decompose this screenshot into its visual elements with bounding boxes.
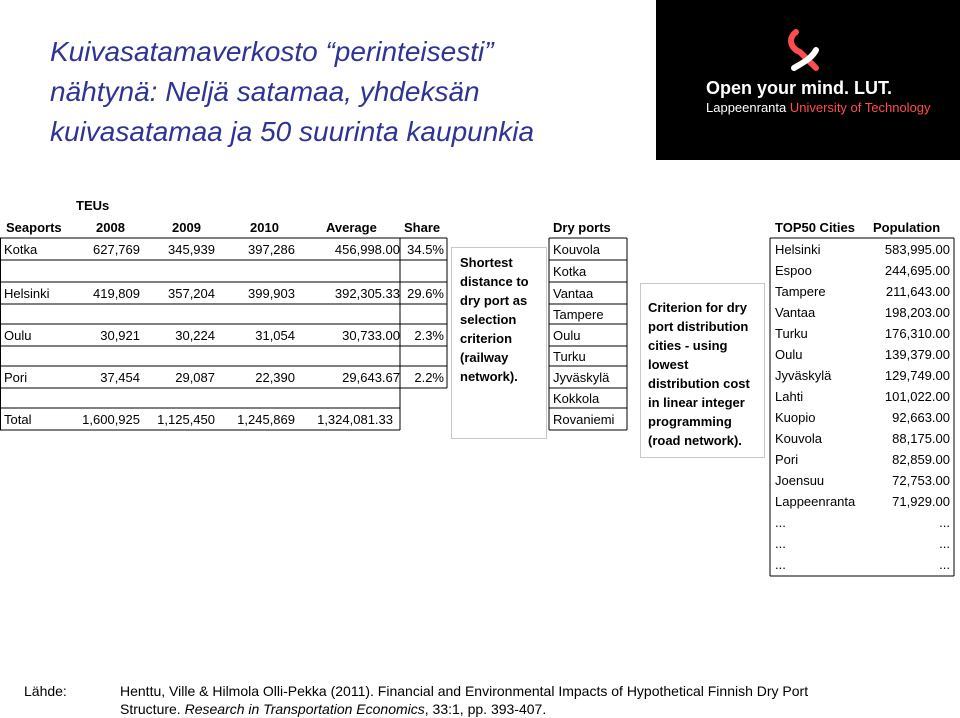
dry-port-item: Turku [553,349,586,364]
logo-university-b: University of Technology [789,100,931,115]
source-label: Lähde: [24,683,67,699]
citation-part: , 33:1, pp. 393-407. [424,701,547,717]
city-population: 82,859.00 [892,452,950,467]
cities-header: TOP50 Cities [775,220,855,235]
seaport-average: 392,305.33 [334,286,400,301]
seaport-name: Oulu [4,328,32,343]
seaport-average: 1,324,081.33 [317,412,393,427]
dry-port-item: Rovaniemi [553,412,615,427]
citation-journal: Research in Transportation Economics [184,701,425,717]
average-header: Average [326,220,377,235]
title-line-2: nähtynä: Neljä satamaa, yhdeksän [50,76,480,107]
share-header: Share [404,220,441,235]
city-name: Kuopio [775,410,816,425]
criterion-text-road [648,298,750,450]
city-name: Jyväskylä [775,368,832,383]
seaport-2008: 1,600,925 [82,412,140,427]
seaport-2010: 397,286 [248,242,295,257]
year-2010-header: 2010 [250,220,279,235]
city-name: Oulu [775,347,803,362]
seaport-name: Pori [4,370,28,385]
citation-line-1: Henttu, Ville & Hilmola Olli-Pekka (2011). Financial and Environmental Impacts of Hypothetical Finnish Dry Port [120,683,809,699]
criterion-line: Shortest [460,255,513,270]
criterion-line: selection [460,312,517,327]
criterion-line: port distribution [648,319,749,334]
seaport-share: 2.2% [414,370,444,385]
seaport-2010: 31,054 [255,328,295,343]
city-name: ... [775,557,786,572]
criterion-line: (railway [460,350,509,365]
seaport-2008: 627,769 [93,242,140,257]
seaport-2008: 419,809 [93,286,140,301]
seaports-header: Seaports [6,220,62,235]
population-header: Population [873,220,941,235]
dry-port-item: Vantaa [553,286,594,301]
city-population: 71,929.00 [892,494,950,509]
seaport-name: Kotka [4,242,38,257]
source-citation [120,682,808,718]
seaport-2010: 22,390 [255,370,295,385]
city-population: 583,995.00 [884,242,950,257]
year-2009-header: 2009 [172,220,201,235]
dry-port-item: Tampere [553,307,604,322]
criterion-line: in linear integer [648,395,745,410]
city-population: 92,663.00 [892,410,950,425]
citation-line-2 [120,700,808,718]
seaport-share: 2.3% [414,328,444,343]
criterion-line: cities - using [648,338,728,353]
city-population: 129,749.00 [884,368,950,383]
dry-port-item: Kouvola [553,242,600,257]
city-name: Turku [775,326,808,341]
seaport-share: 29.6% [407,286,444,301]
criterion-line: Criterion for dry [648,300,747,315]
dry-port-item: Kokkola [553,391,600,406]
city-population: ... [939,557,950,572]
city-name: Vantaa [775,305,816,320]
dry-ports-header: Dry ports [553,220,611,235]
seaport-2009: 30,224 [175,328,215,343]
logo-university-a: Lappeenranta [706,100,790,115]
city-name: Kouvola [775,431,822,446]
criterion-line: criterion [460,331,513,346]
city-name: Lahti [775,389,804,404]
city-population: ... [939,536,950,551]
city-name: Pori [775,452,799,467]
criterion-text-railway [460,253,529,386]
title-line-3: kuivasatamaa ja 50 suurinta kaupunkia [50,116,535,147]
city-name: Lappeenranta [775,494,856,509]
seaport-2009: 357,204 [168,286,215,301]
seaport-name: Helsinki [4,286,50,301]
teus-label: TEUs [76,198,110,213]
dry-port-item: Jyväskylä [553,370,610,385]
year-2008-header: 2008 [96,220,125,235]
city-population: 139,379.00 [884,347,950,362]
seaport-2010: 1,245,869 [237,412,295,427]
seaport-name: Total [4,412,32,427]
citation-part: Structure. [120,701,185,717]
city-population: 211,643.00 [885,284,950,299]
seaport-2010: 399,903 [248,286,295,301]
city-population: 244,695.00 [884,263,950,278]
city-name: ... [775,515,786,530]
city-population: 198,203.00 [884,305,950,320]
criterion-line: distance to [460,274,529,289]
seaport-2009: 1,125,450 [157,412,215,427]
city-population: ... [939,515,950,530]
city-name: Helsinki [775,242,821,257]
seaport-average: 29,643.67 [342,370,400,385]
city-name: Espoo [775,263,812,278]
criterion-line: network). [460,369,518,384]
seaport-average: 456,998.00 [334,242,400,257]
seaport-2008: 37,454 [100,370,140,385]
city-population: 101,022.00 [884,389,950,404]
criterion-line: lowest [648,357,689,372]
city-population: 88,175.00 [892,431,950,446]
city-population: 176,310.00 [884,326,950,341]
criterion-line: distribution cost [648,376,750,391]
criterion-line: dry port as [460,293,528,308]
seaport-2008: 30,921 [100,328,140,343]
dry-port-item: Kotka [553,264,587,279]
criterion-line: programming [648,414,732,429]
seaport-share: 34.5% [407,242,444,257]
city-population: 72,753.00 [892,473,950,488]
seaport-average: 30,733.00 [342,328,400,343]
city-name: Tampere [775,284,826,299]
city-name: ... [775,536,786,551]
criterion-line: (road network). [648,433,742,448]
dry-port-item: Oulu [553,328,581,343]
title-line-1: Kuivasatamaverkosto “perinteisesti” [50,36,494,67]
seaport-2009: 345,939 [168,242,215,257]
logo-slogan: Open your mind. LUT. [706,78,893,98]
seaport-2009: 29,087 [175,370,215,385]
city-name: Joensuu [775,473,825,488]
